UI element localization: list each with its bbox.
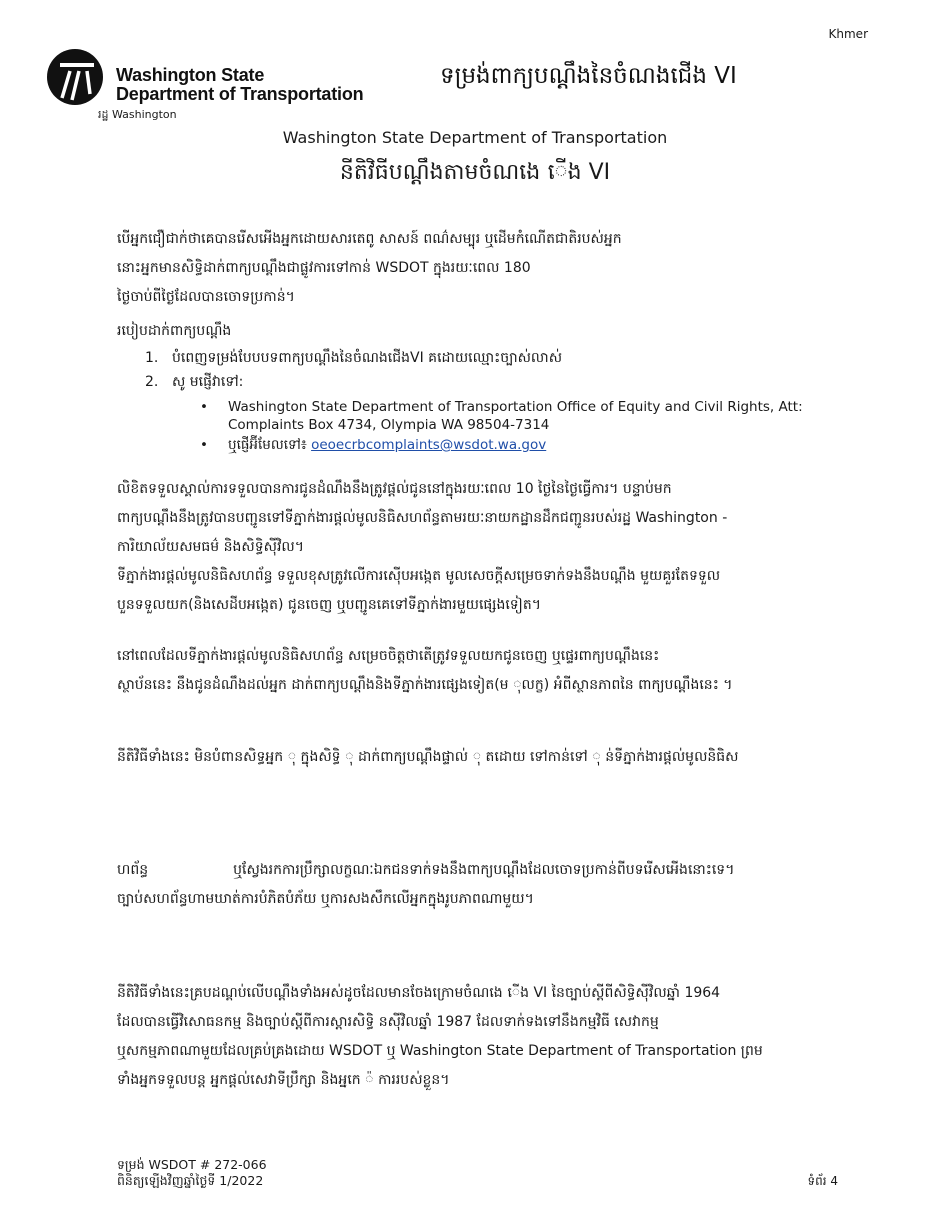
receipt-line: ការិយាល័យសមធម៌ និងសិទ្ធិស៊ីវិល។ [117, 539, 304, 555]
how-to-heading: របៀបដាក់ពាក្យបណ្ដឹង [117, 323, 232, 339]
decision-line: ស្ថាប័ននេះ នឹងជូនដំណឹងដល់អ្នក ដាក់ពាក្យបណ្ដឹងនិងទីភ្នាក់ងារផ្សេងទៀត(ម ុលក្ខ) អំពីស្ថានភាពនៃ ពាក្យបណ្ដឹងនេះ ។ [117, 677, 733, 693]
email-prefix: ឬផ្ញើអ៊ីមែលទៅ៖ [228, 437, 307, 453]
receipt-paragraph [117, 475, 887, 620]
procedure-title: នីតិវិធីបណ្ដឹងតាមចំណងេ ើង VI [339, 160, 611, 185]
scope-line: នីតិវិធីទាំងនេះគ្របដណ្ដប់លើបណ្ដឹងទាំងអស់ដូចដែលមានចែងក្រោមចំណងេ ើង VI នៃច្បាប់ស្ដីពីសិទ្ធិស៊ីវិលឆ្នាំ 1964 [117, 985, 721, 1001]
receipt-line: ពាក្យបណ្ដឹងនឹងត្រូវបានបញ្ជូនទៅទីភ្នាក់ងារផ្ដល់មូលនិធិសហព័ន្ធតាមរយៈនាយកដ្ឋានដឹកជញ្ជូនរបស់រដ្ឋ Washington - [117, 510, 728, 526]
footer-form-info [117, 1157, 267, 1189]
steps-list [145, 346, 562, 394]
scope-line: ឬសកម្មភាពណាមួយដែលគ្រប់គ្រងដោយ WSDOT ឬ Washington State Department of Transportation ព្រម [117, 1043, 763, 1059]
step-item [145, 370, 562, 394]
decision-paragraph [117, 642, 887, 700]
address-line: • Washington State Department of Transportation Office of Equity and Civil Rights, Att: [228, 399, 803, 415]
intro-paragraph [117, 225, 887, 312]
form-title: ទម្រង់ពាក្យបណ្ដឹងនៃចំណងជើង VI [440, 63, 737, 89]
complaints-email-link[interactable]: oeoecrbcomplaints@wsdot.wa.gov [311, 437, 547, 453]
scope-paragraph [117, 979, 887, 1095]
page-number: ទំព័រ 4 [807, 1174, 838, 1188]
scope-line: ទាំងអ្នកទទួលបន្ត អ្នកផ្ដល់សេវាទីប្រឹក្សា និងអ្នកេ ៉ ការរបស់ខ្លួន។ [117, 1072, 450, 1088]
step-text: បំពេញទម្រង់បែបបទពាក្យបណ្ដឹងនៃចំណងជើងVI គដោយឈ្មោះច្បាស់លាស់ [172, 350, 563, 366]
step-number: 1. [145, 350, 159, 366]
form-number: ទម្រង់ WSDOT # 272-066 [117, 1157, 267, 1172]
state-label: រដ្ឋ Washington [98, 108, 177, 121]
federal-line: ច្បាប់សហព័ន្ធហាមឃាត់ការបំភិតបំភ័យ ឬការសងសឹកលើអ្នកក្នុងរូបភាពណាមួយ។ [117, 891, 534, 907]
receipt-line: ទីភ្នាក់ងារផ្ដល់មូលនិធិសហព័ន្ធ ទទួលខុសត្រូវលើការស៊ើបអង្កេត មូលសេចក្ដីសម្រេចទាក់ទងនឹងបណ្ដឹង មួយគួរតែទទួល [117, 568, 721, 584]
federal-line-text: ឬស្វែងរកការប្រឹក្សាលក្ខណៈឯកជនទាក់ទងនឹងពាក្យបណ្ដឹងដែលចោទប្រកាន់ពីបទរើសអើងនោះទេ។ [233, 862, 735, 878]
rights-paragraph [117, 743, 887, 772]
step-item [145, 346, 562, 370]
federal-paragraph [117, 856, 887, 914]
federal-line [117, 856, 887, 885]
rights-line: នីតិវិធីទាំងនេះ មិនបំពានសិទ្ធអ្នក ុ ក្នុងសិទ្ធិ ុ ដាក់ពាក្យបណ្ដឹងផ្ទាល់ ុ តដោយ ទៅកាន់ទៅ ុ ន់ទីភ្នាក់ងារផ្ដល់មូលនិធិស [117, 749, 739, 765]
address-line: Complaints Box 4734, Olympia WA 98504-7314 [228, 417, 550, 433]
email-option [200, 436, 850, 454]
decision-line: នៅពេលដែលទីភ្នាក់ងារផ្ដល់មូលនិធិសហព័ន្ធ សម្រេចចិត្តថាតើត្រូវទទួលយកជូនចេញ ឬផ្ទេរពាក្យបណ្ដឹងនេះ [117, 648, 660, 664]
receipt-line: លិខិតទទួលស្គាល់ការទទួលបានការជូនដំណឹងនឹងត្រូវផ្ដល់ជូននៅក្នុងរយៈពេល 10 ថ្ងៃនៃថ្ងៃធ្វើការ។ បន្ទាប់មក [117, 481, 672, 497]
department-name: Washington State Department of Transportation [282, 128, 668, 147]
wsdot-logo-icon [46, 48, 104, 106]
receipt-line: បួនទទួលយក(និងសេដីបអង្កេត) ជូនចេញ ឬបញ្ជូនគេទៅទីភ្នាក់ងារមួយផ្សេងទៀត។ [117, 597, 541, 613]
intro-line: នោះអ្នកមានសិទ្ធិដាក់ពាក្យបណ្ដឹងជាផ្លូវការទៅកាន់ WSDOT ក្នុងរយៈពេល 180 [117, 260, 531, 276]
agency-name [116, 66, 363, 104]
scope-line: ដែលបានធ្វើវិសោធនកម្ម និងច្បាប់ស្ដីពីការស្ដារសិទ្ធិ នស៊ីវិលឆ្នាំ 1987 ដែលទាក់ទងទៅនឹងកម្មវិធី សេវាកម្ម [117, 1014, 659, 1030]
agency-line-2: Department of Transportation [116, 84, 364, 104]
mailing-address [200, 398, 850, 434]
federal-word: ហព័ន្ធ [117, 862, 149, 878]
language-tag: Khmer [828, 27, 868, 41]
step-number: 2. [145, 374, 159, 390]
intro-line: ថ្ងៃចាប់ពីថ្ងៃដែលបានចោទប្រកាន់។ [117, 289, 295, 305]
submission-options [200, 398, 850, 456]
step-text: សូ មផ្ញើវាទៅ: [172, 374, 244, 390]
intro-line: បើអ្នកជឿជាក់ថាគេបានរើសអើងអ្នកដោយសារតេពូ សាសន៍ ពណ៌សម្បុរ ឬដើមកំណើតជាតិរបស់អ្នក [117, 231, 622, 247]
agency-line-1: Washington State [116, 65, 265, 85]
revision-date: ពិនិត្យឡើងវិញឆ្នាំថ្ងៃទី 1/2022 [117, 1173, 264, 1188]
